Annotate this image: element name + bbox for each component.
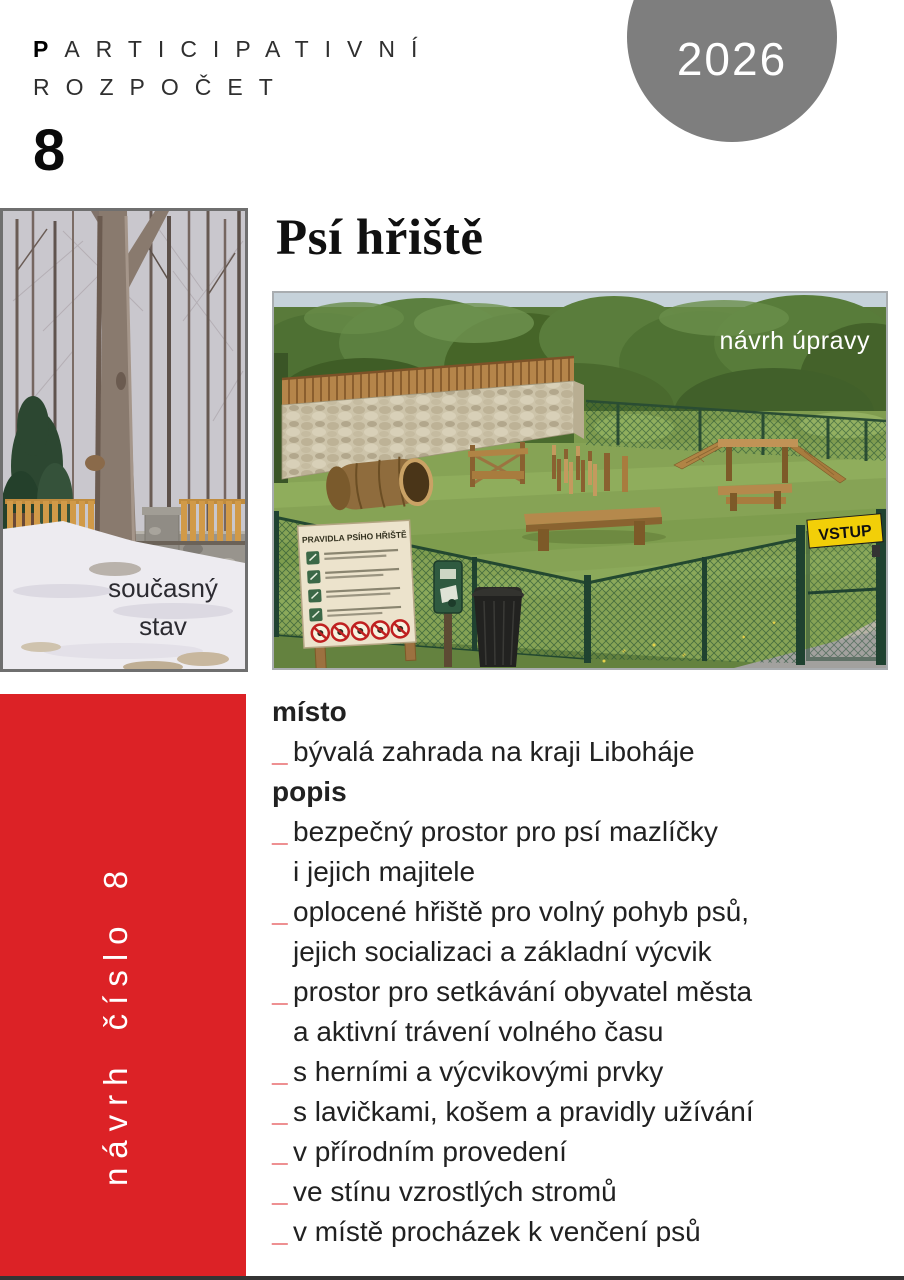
list-item-text: s herními a výcvikovými prvky: [293, 1056, 664, 1087]
list-item: [272, 1052, 892, 1092]
bullet-dash: _: [272, 976, 288, 1007]
list-item: [272, 1132, 892, 1172]
list-item-text: jejich socializaci a základní výcvik: [293, 936, 712, 967]
proposal-photo-label: návrh úpravy: [719, 327, 870, 355]
list-item-text: ve stínu vzrostlých stromů: [293, 1176, 617, 1207]
list-item: [272, 892, 892, 932]
list-item-text: v přírodním provedení: [293, 1136, 567, 1167]
bullet-dash: _: [272, 896, 288, 927]
current-state-caption: [83, 569, 243, 645]
list-item-text: i jejich majitele: [293, 856, 476, 887]
bottom-edge-strip: [0, 1276, 904, 1280]
proposal-photo: [272, 291, 888, 670]
list-item-continuation: [272, 1012, 892, 1052]
section-heading-misto: místo: [272, 696, 347, 727]
trash-bin: [472, 587, 524, 667]
list-item-continuation: [272, 852, 892, 892]
brand-initial: P: [33, 36, 65, 62]
list-item: [272, 812, 892, 852]
rules-sign-title: PRAVIDLA PSÍHO HŘIŠTĚ: [301, 529, 407, 545]
section-heading-popis: popis: [272, 776, 347, 807]
proposal-side-band: [0, 694, 246, 1280]
proposal-number: 8: [33, 118, 66, 183]
list-item-text: s lavičkami, košem a pravidly užívání: [293, 1096, 754, 1127]
list-item-text: oplocené hřiště pro volný pohyb psů,: [293, 896, 750, 927]
bullet-dash: _: [272, 1176, 288, 1207]
side-band-label: návrh číslo 8: [97, 861, 134, 1187]
brand-line1: [33, 30, 433, 68]
year-badge: [627, 0, 837, 142]
list-item-text: bezpečný prostor pro psí mazlíčky: [293, 816, 718, 847]
distant-building: [11, 513, 37, 527]
proposal-details: [272, 692, 892, 1252]
list-item-text: v místě procházek k venčení psů: [293, 1216, 701, 1247]
list-item: [272, 1212, 892, 1252]
bullet-dash: _: [272, 1136, 288, 1167]
list-item-text: a aktivní trávení volného času: [293, 1016, 664, 1047]
entry-gate: [796, 509, 886, 665]
bullet-dash: _: [272, 1216, 288, 1247]
bullet-dash: _: [272, 1056, 288, 1087]
list-item-text: prostor pro setkávání obyvatel města: [293, 976, 753, 1007]
bullet-dash: _: [272, 736, 288, 767]
list-item-continuation: [272, 932, 892, 972]
brand-logotype: [33, 30, 433, 106]
list-item-text: bývalá zahrada na kraji Liboháje: [293, 736, 695, 767]
page-title: Psí hřiště: [276, 210, 484, 266]
list-item: [272, 1092, 892, 1132]
bullet-dash: _: [272, 1096, 288, 1127]
list-item: [272, 1172, 892, 1212]
list-item: [272, 732, 892, 772]
vstup-sign-label: VSTUP: [817, 522, 873, 545]
current-state-photo: [0, 208, 248, 672]
brand-line2: ROZPOČET: [33, 74, 289, 100]
year-badge-label: 2026: [676, 33, 788, 85]
vstup-sign: [807, 514, 883, 548]
caption-line2: stav: [139, 611, 187, 641]
bullet-dash: _: [272, 816, 288, 847]
list-item: [272, 972, 892, 1012]
brand-rest: ARTICIPATIVNÍ: [64, 36, 434, 62]
caption-line1: současný: [108, 573, 218, 603]
